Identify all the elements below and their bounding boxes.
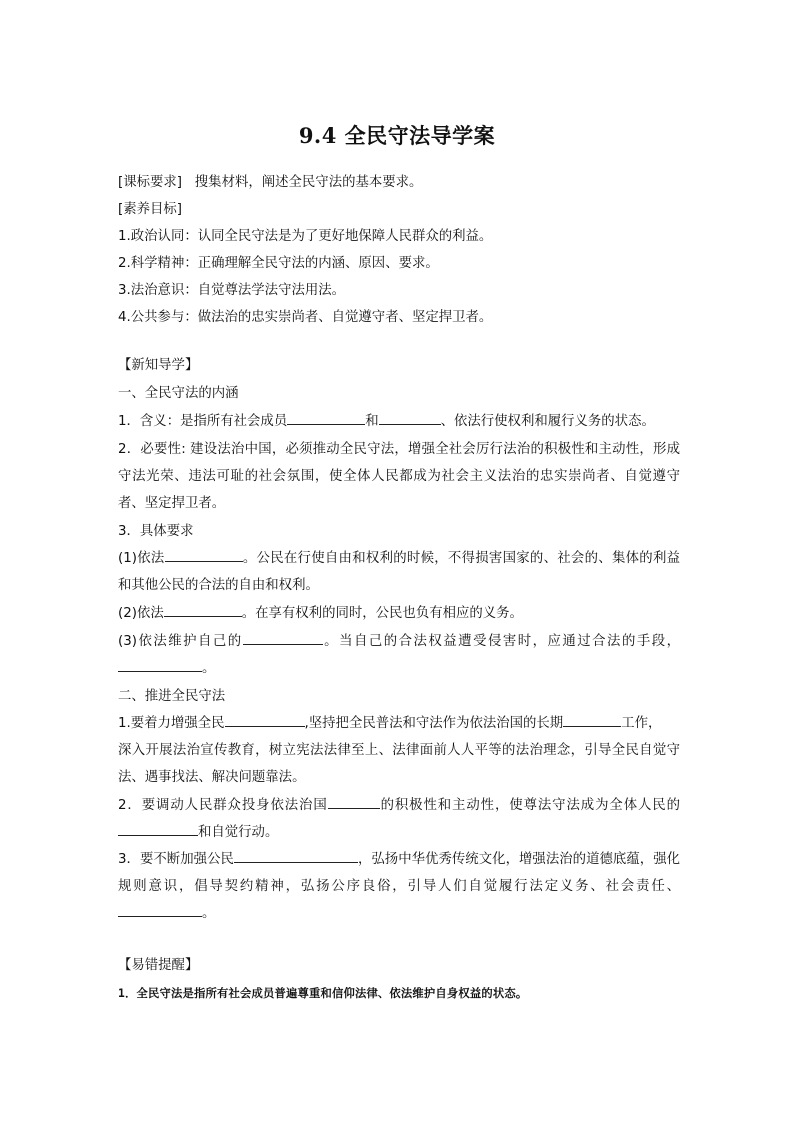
fill-blank[interactable] <box>118 902 202 917</box>
requirement-2 <box>118 600 680 627</box>
req3-text-c: 。 <box>202 661 216 676</box>
fill-blank[interactable] <box>225 712 305 727</box>
p3-text-c: 。 <box>202 906 216 921</box>
section-1-heading: 一、全民守法的内涵 <box>118 386 239 401</box>
req2-text-b: 。在享有权利的同时，公民也负有相应的义务。 <box>241 606 523 621</box>
curriculum-requirement <box>118 169 680 196</box>
fill-blank[interactable] <box>164 602 242 617</box>
p2-text-b: 的积极性和主动性，使尊法守法成为全体人民的 <box>379 798 680 813</box>
requirement-1 <box>118 545 680 599</box>
meaning-text-c: 、依法行使权利和履行义务的状态。 <box>440 414 655 429</box>
p1-text-b: ,坚持把全民普法和守法作为依法治国的长期 <box>304 716 564 731</box>
promote-2 <box>118 792 680 846</box>
p3-text-a: 3．要不断加强公民 <box>118 852 234 867</box>
p2-text-a: 2．要调动人民群众投身依法治国 <box>118 798 328 813</box>
req3-text-b: 。当自己的合法权益遭受侵害时，应通过合法的手段， <box>322 634 681 649</box>
mistakes-heading: 【易错提醒】 <box>118 958 199 973</box>
p3-text-b: ，弘扬中华优秀传统文化，增强法治的道德底蕴，强化规则意识，倡导契约精神，弘扬公序良俗，引导人们自觉履行法定义务、社会责任、 <box>118 852 680 894</box>
meaning-line <box>118 408 680 435</box>
fill-blank[interactable] <box>379 410 441 425</box>
meaning-text-a: 1．含义：是指所有社会成员 <box>118 414 288 429</box>
requirement-text: 搜集材料，阐述全民守法的基本要求。 <box>194 175 423 190</box>
goal-item: 2.科学精神：正确理解全民守法的内涵、原因、要求。 <box>118 256 439 271</box>
fill-blank[interactable] <box>287 410 365 425</box>
necessity-paragraph: 2．必要性: 建设法治中国，必须推动全民守法，增强全社会厉行法治的积极性和主动性，形成守法光荣、违法可耻的社会氛围，使全体人民都成为社会主义法治的忠实崇尚者、自觉遵守者、坚定捍卫者。 <box>118 442 680 511</box>
fill-blank[interactable] <box>328 794 380 809</box>
section-2-heading: 二、推进全民守法 <box>118 689 226 704</box>
requirement-3 <box>118 628 680 682</box>
p1-text-a: 1.要着力增强全民 <box>118 716 225 731</box>
promote-1-rest: 深入开展法治宣传教育，树立宪法法律至上、法律面前人人平等的法治理念，引导全民自觉守法、遇事找法、解决问题靠法。 <box>118 743 680 785</box>
literacy-label: [素养目标] <box>118 202 183 217</box>
new-knowledge-heading: 【新知导学】 <box>118 358 199 373</box>
mistake-item: 1．全民守法是指所有社会成员普遍尊重和信仰法律、依法维护自身权益的状态。 <box>118 987 528 1000</box>
requirements-heading: 3．具体要求 <box>118 524 194 539</box>
fill-blank[interactable] <box>165 547 243 562</box>
req3-text-a: (3)依法维护自己的 <box>118 634 243 649</box>
req1-text-a: (1)依法 <box>118 551 165 566</box>
fill-blank[interactable] <box>234 848 358 863</box>
goal-item: 1.政治认同：认同全民守法是为了更好地保障人民群众的利益。 <box>118 229 493 244</box>
fill-blank[interactable] <box>563 712 621 727</box>
goal-item: 4.公共参与：做法治的忠实崇尚者、自觉遵守者、坚定捍卫者。 <box>118 310 493 325</box>
req2-text-a: (2)依法 <box>118 606 164 621</box>
p1-text-c: 工作， <box>621 716 662 731</box>
page-title: 9.4 全民守法导学案 <box>298 123 496 148</box>
promote-3 <box>118 846 680 927</box>
goal-item: 3.法治意识：自觉尊法学法守法用法。 <box>118 283 346 298</box>
p2-text-c: 和自觉行动。 <box>198 825 279 840</box>
fill-blank[interactable] <box>243 630 323 645</box>
fill-blank[interactable] <box>118 821 198 836</box>
meaning-text-b: 和 <box>365 414 379 429</box>
requirement-label: [课标要求] <box>118 175 183 190</box>
req1-text-b: 。公民在行使自由和权利的时候，不得损害国家的、社会的、集体的利益和其他公民的合法的自由和权利。 <box>118 551 681 593</box>
promote-1-line1 <box>118 710 680 737</box>
fill-blank[interactable] <box>118 657 202 672</box>
